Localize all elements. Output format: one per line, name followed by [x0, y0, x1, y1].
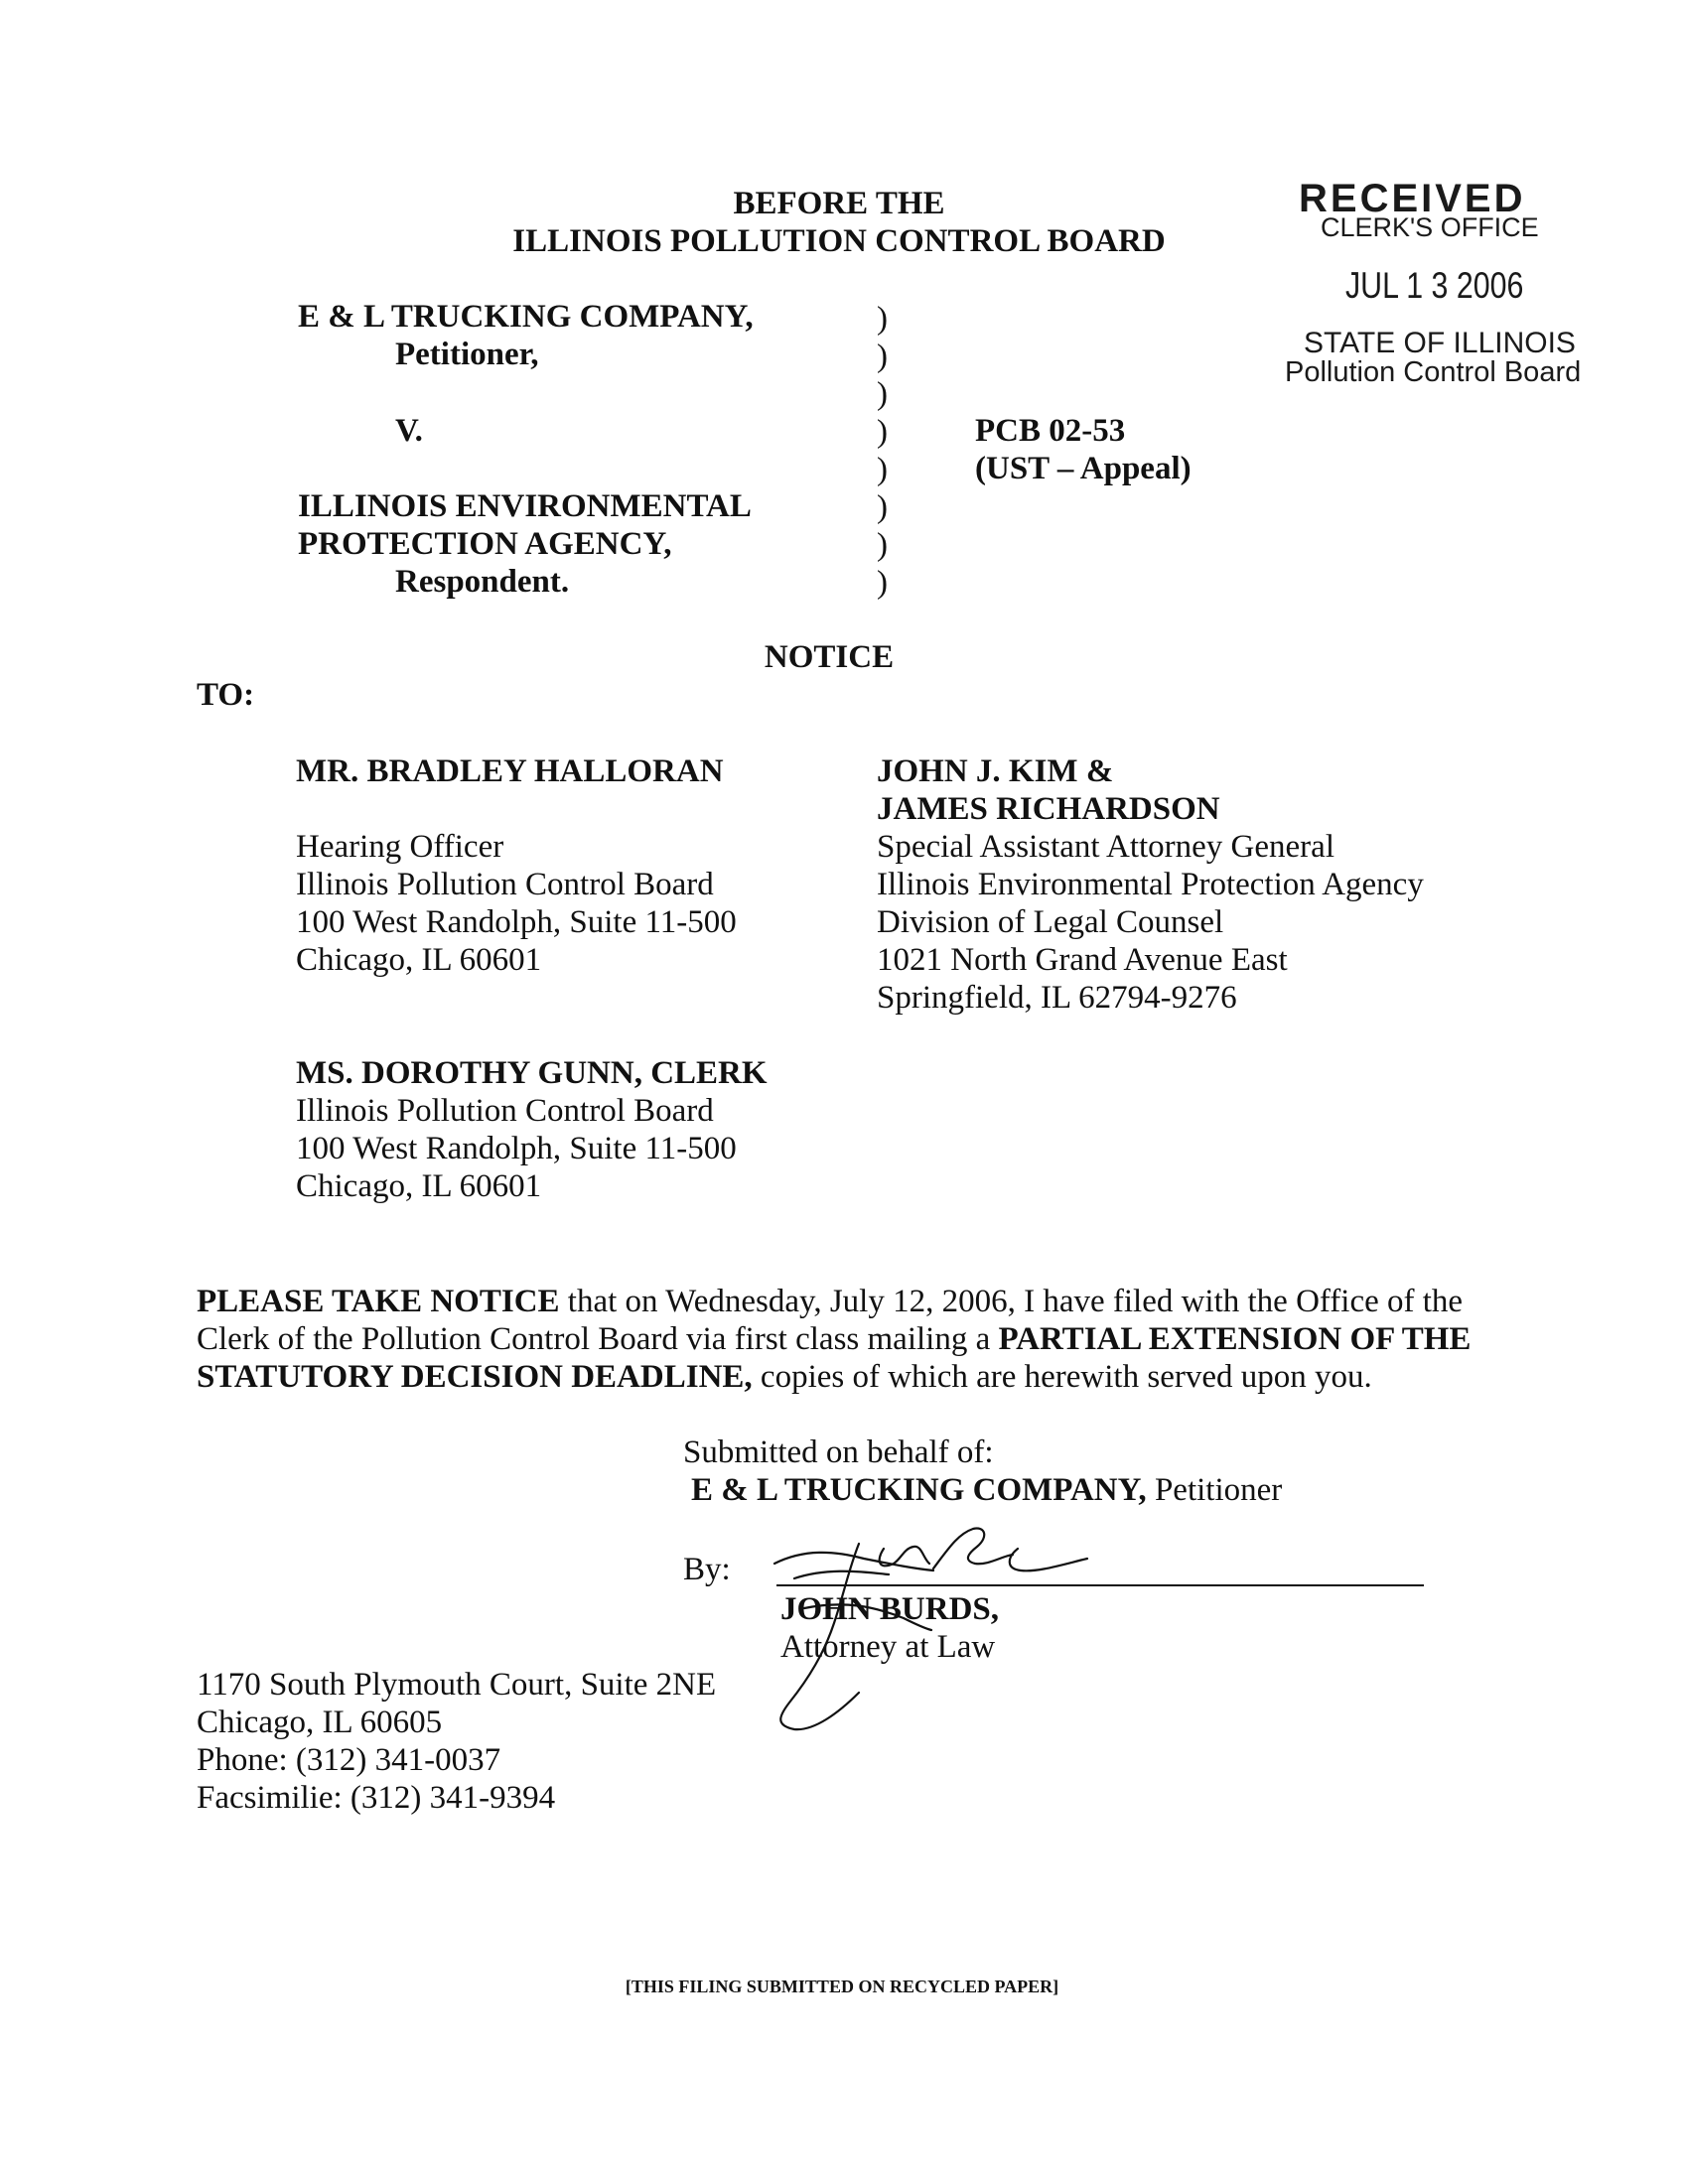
stamp-date: JUL 1 3 2006 — [1345, 265, 1524, 306]
address-line: Facsimilie: (312) 341-9394 — [197, 1780, 556, 1816]
address-line: Special Assistant Attorney General — [877, 829, 1334, 865]
recipient-halloran-address — [296, 828, 737, 979]
address-line: Illinois Environmental Protection Agency — [877, 867, 1424, 902]
notice-body-line2 — [197, 1320, 1471, 1358]
to-label: TO: — [197, 677, 255, 713]
filing-title: PARTIAL EXTENSION OF THE — [998, 1321, 1472, 1357]
paren-8: ) — [877, 565, 888, 601]
case-type: (UST – Appeal) — [975, 451, 1192, 486]
paren-6: ) — [877, 489, 888, 525]
paren-5: ) — [877, 452, 888, 487]
recipient-gunn-address — [296, 1092, 737, 1205]
by-label: By: — [683, 1552, 731, 1587]
address-line: Phone: (312) 341-0037 — [197, 1742, 501, 1778]
notice-body-line1 — [197, 1283, 1463, 1320]
petitioner-role: Petitioner, — [395, 337, 539, 372]
recipient-richardson-name: JAMES RICHARDSON — [877, 791, 1220, 827]
paren-3: ) — [877, 376, 888, 412]
versus: V. — [395, 413, 423, 449]
company-role: Petitioner — [1146, 1472, 1283, 1508]
case-number: PCB 02-53 — [975, 413, 1126, 449]
paren-2: ) — [877, 339, 888, 374]
recipient-kim-name: JOHN J. KIM & — [877, 753, 1114, 789]
attorney-title: Attorney at Law — [780, 1629, 996, 1665]
stamp-received: RECEIVED — [1299, 177, 1526, 220]
address-line: Division of Legal Counsel — [877, 904, 1224, 940]
respondent-line2: PROTECTION AGENCY, — [298, 526, 672, 562]
petitioner-name: E & L TRUCKING COMPANY, — [298, 299, 754, 335]
respondent-line1: ILLINOIS ENVIRONMENTAL — [298, 488, 752, 524]
notice-text: that on Wednesday, July 12, 2006, I have filed with the Office of the — [559, 1284, 1464, 1319]
header-board: ILLINOIS POLLUTION CONTROL BOARD — [512, 223, 1166, 259]
address-line: Chicago, IL 60605 — [197, 1705, 443, 1740]
attorney-address — [197, 1666, 716, 1817]
notice-title: NOTICE — [764, 639, 895, 675]
address-line: Chicago, IL 60601 — [296, 1168, 542, 1204]
filing-title: STATUTORY DECISION DEADLINE, — [197, 1359, 753, 1395]
stamp-state: STATE OF ILLINOIS — [1304, 327, 1576, 359]
address-line: 100 West Randolph, Suite 11-500 — [296, 1131, 737, 1166]
address-line: Illinois Pollution Control Board — [296, 867, 714, 902]
address-line: Springfield, IL 62794-9276 — [877, 980, 1237, 1016]
recipient-halloran-name: MR. BRADLEY HALLORAN — [296, 753, 724, 789]
recipient-kim-address — [877, 828, 1424, 1017]
address-line: Illinois Pollution Control Board — [296, 1093, 714, 1129]
paren-4: ) — [877, 414, 888, 450]
notice-text: copies of which are herewith served upon you. — [752, 1359, 1372, 1395]
paren-1: ) — [877, 301, 888, 337]
notice-lead: PLEASE TAKE NOTICE — [197, 1284, 560, 1319]
notice-body-line3 — [197, 1358, 1372, 1396]
address-line: Hearing Officer — [296, 829, 504, 865]
address-line: 1021 North Grand Avenue East — [877, 942, 1288, 978]
caption-parentheses — [877, 300, 897, 602]
stamp-office: CLERK'S OFFICE — [1321, 212, 1539, 242]
address-line: 1170 South Plymouth Court, Suite 2NE — [197, 1667, 717, 1703]
company-name: E & L TRUCKING COMPANY, — [691, 1472, 1147, 1508]
header-before: BEFORE THE — [733, 186, 945, 221]
submitted-label: Submitted on behalf of: — [683, 1434, 994, 1470]
attorney-name: JOHN BURDS, — [780, 1591, 1000, 1627]
address-line: 100 West Randolph, Suite 11-500 — [296, 904, 737, 940]
paren-7: ) — [877, 527, 888, 563]
submitted-company — [691, 1471, 1282, 1509]
recycled-paper-footer: [THIS FILING SUBMITTED ON RECYCLED PAPER] — [625, 1977, 1059, 1996]
respondent-role: Respondent. — [395, 564, 570, 600]
recipient-gunn-name: MS. DOROTHY GUNN, CLERK — [296, 1055, 768, 1091]
notice-text: Clerk of the Pollution Control Board via first class mailing a — [197, 1321, 999, 1357]
address-line: Chicago, IL 60601 — [296, 942, 542, 978]
stamp-board: Pollution Control Board — [1285, 356, 1582, 388]
